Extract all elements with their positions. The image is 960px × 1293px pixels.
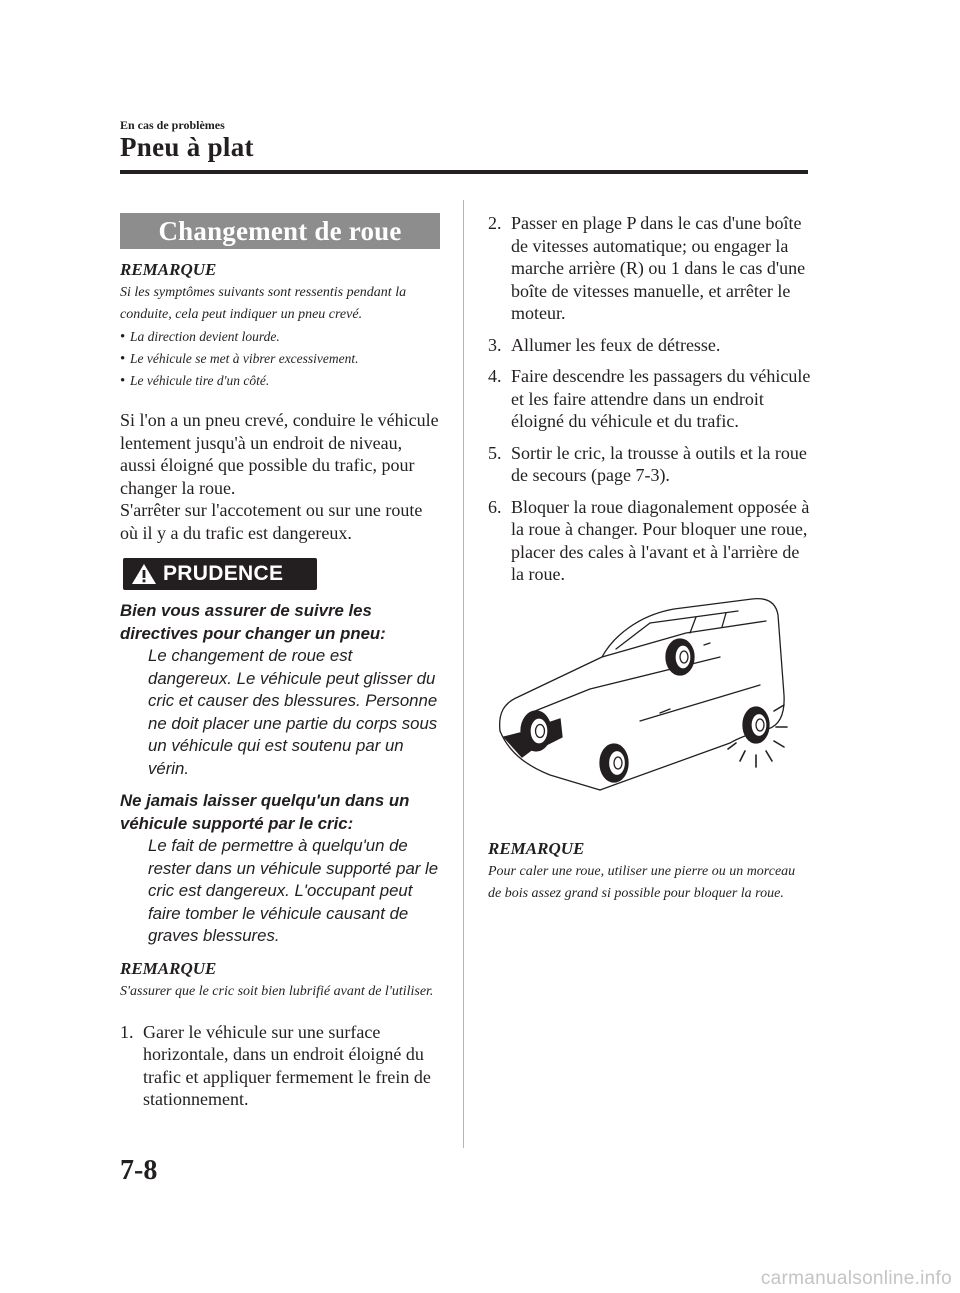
step-item: [488, 212, 813, 325]
intro-paragraph: [120, 409, 440, 544]
caution-content: [120, 600, 440, 948]
intro-warning-text: S'arrêter sur l'accotement ou sur une route où il y a du trafic est dangereux.: [120, 500, 423, 543]
step-item: [488, 334, 813, 357]
note-text: Si les symptômes suivants sont ressentis pendant la conduite, cela peut indiquer un pneu crevé.: [120, 285, 407, 322]
caution-block-heading: Ne jamais laisser quelqu'un dans un véhicule supporté par le cric:: [120, 791, 410, 833]
warning-triangle-icon: [131, 563, 157, 585]
step-number: 1.: [120, 1021, 134, 1042]
step-number: 5.: [488, 442, 502, 463]
right-column: [488, 212, 813, 595]
list-item: • Le véhicule se met à vibrer excessivement.: [120, 348, 440, 370]
step-item: [488, 442, 813, 487]
watermark: carmanualsonline.info: [760, 1268, 952, 1289]
step-text: Garer le véhicule sur une surface horizontale, dans un endroit éloigné du trafic et appliquer fermement le frein de stationnement.: [143, 1021, 431, 1109]
column-divider: [463, 200, 464, 1148]
step-number: 4.: [488, 366, 502, 386]
caution-header: [123, 558, 440, 592]
chapter-label: En cas de problèmes: [120, 118, 225, 132]
caution-block: [120, 790, 440, 948]
note-block-symptoms: [120, 260, 440, 392]
flat-wheel: [728, 705, 787, 767]
rear-wheel-top: [666, 639, 694, 675]
step-text: Bloquer la roue diagonalement opposée à la roue à changer. Pour bloquer une roue, placer des cales à l'avant et à l'arrière de la roue.: [511, 496, 810, 584]
step-text: Sortir le cric, la trousse à outils et la roue de secours (page 7-3).: [511, 442, 807, 485]
step-text: Faire descendre les passagers du véhicule et les faire attendre dans un endroit éloigné du véhicule et du trafic.: [511, 366, 811, 431]
note-text: S'assurer que le cric soit bien lubrifié avant de l'utiliser.: [120, 983, 434, 999]
step-number: 6.: [488, 496, 502, 517]
note-block-jack: [120, 959, 440, 1003]
wheel-chock-illustration: [490, 585, 790, 795]
step-text: Passer en plage P dans le cas d'une boîte de vitesses automatique; ou engager la marche arrière (R) ou 1 dans le cas d'une boîte de vitesses manuelle, et arrêter le moteur.: [511, 213, 806, 323]
note-heading: REMARQUE: [488, 839, 585, 858]
page-number: 7-8: [120, 1155, 158, 1186]
step-number: 3.: [488, 334, 502, 355]
front-wheel-bottom: [600, 744, 628, 782]
step-item: [120, 1021, 440, 1111]
symptom-list: [120, 326, 440, 392]
note-heading: REMARQUE: [120, 958, 217, 978]
step-item: [488, 496, 813, 586]
step-text: Allumer les feux de détresse.: [511, 334, 721, 355]
title-rule: [120, 170, 808, 174]
note-block-chock: [488, 828, 808, 905]
steps-list-right: [488, 212, 813, 586]
intro-text: Si l'on a un pneu crevé, conduire le véhicule lentement jusqu'à un endroit de niveau, aussi éloigné que possible du trafic, pour changer la roue.: [120, 410, 439, 498]
steps-list-left: [120, 1021, 440, 1111]
left-column: [120, 213, 440, 1120]
note-heading: REMARQUE: [120, 260, 217, 279]
section-banner: Changement de roue: [120, 213, 440, 249]
page-title: Pneu à plat: [120, 132, 254, 162]
caution-block-heading: Bien vous assurer de suivre les directives pour changer un pneu:: [120, 601, 386, 643]
caution-label: PRUDENCE: [163, 562, 284, 585]
caution-block: [120, 600, 440, 780]
list-item: • La direction devient lourde.: [120, 326, 440, 348]
caution-block-text: Le changement de roue est dangereux. Le véhicule peut glisser du cric et causer des blessures. Personne ne doit placer une partie du corps sous un véhicule qui est soutenu par un vérin.: [148, 646, 438, 778]
caution-block-text: Le fait de permettre à quelqu'un de rester dans un véhicule supporté par le cric est dangereux. L'occupant peut faire tomber le véhicule causant de graves blessures.: [148, 836, 439, 945]
caution-badge: [123, 558, 317, 590]
step-item: [488, 365, 813, 433]
list-item: • Le véhicule tire d'un côté.: [120, 370, 440, 392]
step-number: 2.: [488, 213, 502, 233]
note-text: Pour caler une roue, utiliser une pierre ou un morceau de bois assez grand si possible pour bloquer la roue.: [488, 864, 796, 901]
